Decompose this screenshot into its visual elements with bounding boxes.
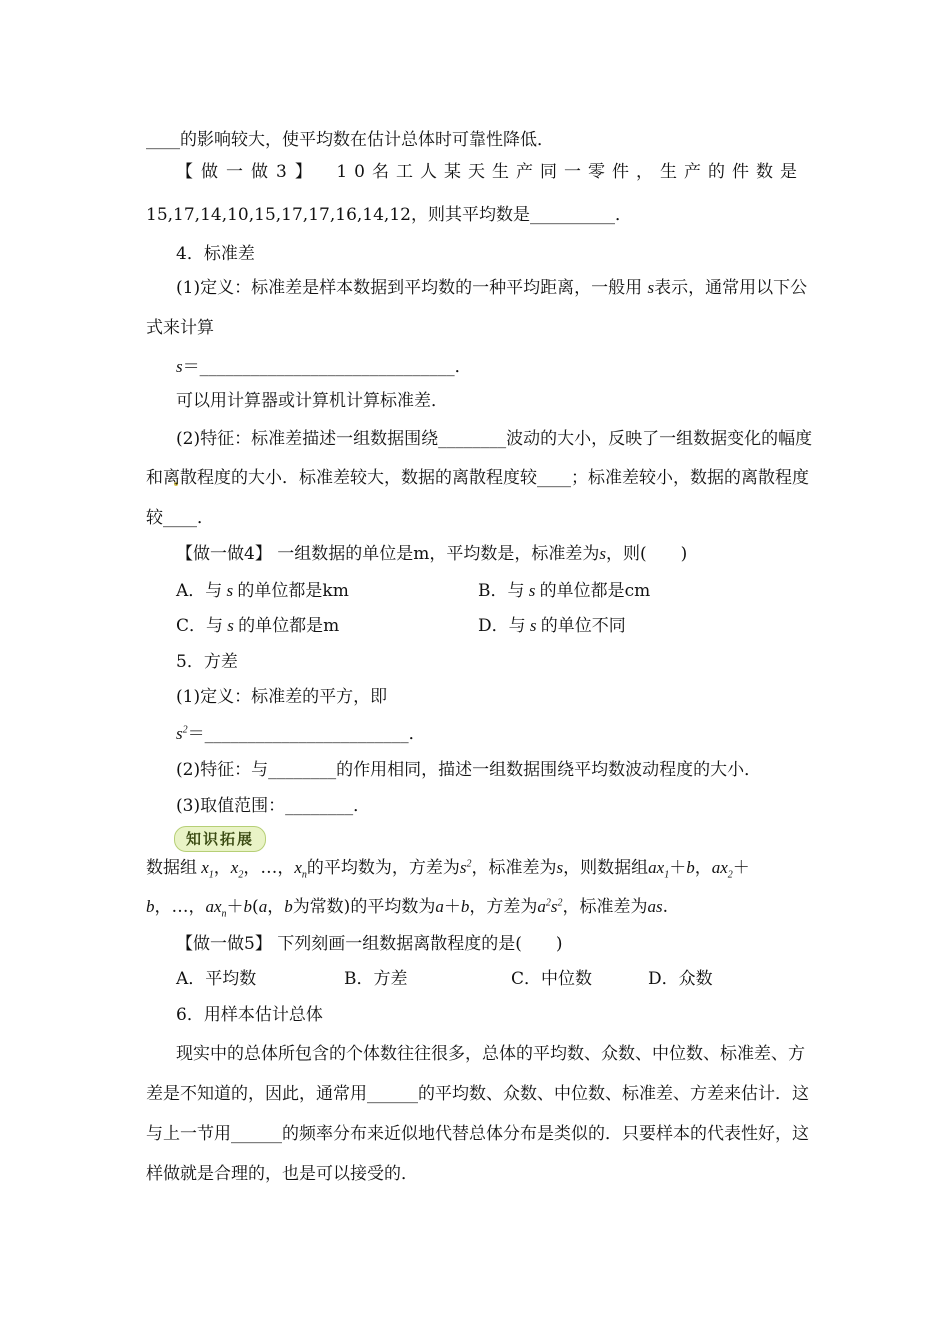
- exercise-5-line: 【做一做5】 下列刻画一组数据离散程度的是( ): [176, 934, 563, 954]
- text-line: b，…，$ax_n+b(a$，b为常数)的平均数为a＋b，方差为$a^2s^2$，标准差为as.: [146, 897, 668, 920]
- option-a: A．与 s 的单位都是km: [176, 581, 349, 601]
- section-heading: 4．标准差: [176, 244, 255, 264]
- knowledge-extension-badge: 知识拓展: [174, 826, 266, 852]
- option-d: D．与 s 的单位不同: [478, 616, 626, 636]
- text-line: (1)定义：标准差的平方，即: [176, 687, 388, 707]
- section-heading: 6．用样本估计总体: [176, 1005, 323, 1025]
- text-line: 数据组 $x_1$，$x_2$，…，$x_n$的平均数为，方差为$s^2$，标准差为s，则数据组$ax_1+b$，$ax_2+$: [146, 858, 750, 881]
- text-line: 和离散程度的大小．标准差较大，数据的离散程度较____；标准差较小，数据的离散程度: [146, 468, 809, 488]
- text-line: 现实中的总体所包含的个体数往往很多，总体的平均数、众数、中位数、标准差、方: [176, 1044, 805, 1064]
- exercise-3-line: [176, 161, 804, 183]
- text-line: (1)定义：标准差是样本数据到平均数的一种平均距离，一般用 s表示，通常用以下公: [176, 278, 808, 298]
- choice-d: D．众数: [648, 969, 713, 989]
- text-line: 差是不知道的，因此，通常用______的平均数、众数、中位数、标准差、方差来估计．这: [146, 1084, 809, 1104]
- choice-b: B．方差: [344, 969, 408, 989]
- text-line: 式来计算: [146, 318, 214, 338]
- text-line: 可以用计算器或计算机计算标准差．: [176, 391, 448, 411]
- choice-a: A．平均数: [176, 969, 257, 989]
- text-line: (2)特征：标准差描述一组数据围绕________波动的大小，反映了一组数据变化的幅度: [176, 429, 813, 449]
- text-line: 与上一节用______的频率分布来近似地代替总体分布是类似的．只要样本的代表性好，这: [146, 1124, 809, 1144]
- choice-c: C．中位数: [511, 969, 593, 989]
- exercise-4-line: 【做一做4】 一组数据的单位是m，平均数是，标准差为s，则( ): [176, 544, 688, 564]
- option-c: C．与 s 的单位都是m: [176, 616, 340, 636]
- text-line: (3)取值范围：________．: [176, 796, 371, 816]
- text-line: (2)特征：与________的作用相同，描述一组数据围绕平均数波动程度的大小．: [176, 760, 762, 780]
- formula-line: $s^2=\_\_\_\_\_\_\_\_\_\_\_\_\_\_\_\_\_\_\_\_\_\_\_\_$．: [176, 724, 426, 744]
- formula-line: s＝______________________________．: [176, 357, 472, 377]
- text-line: ____的影响较大，使平均数在估计总体时可靠性降低．: [146, 130, 554, 150]
- exercise-tag: 【做一做3】: [176, 162, 320, 182]
- text-line: 较____．: [146, 508, 214, 528]
- option-b: B．与 s 的单位都是cm: [478, 581, 651, 601]
- text-line: 样做就是合理的，也是可以接受的．: [146, 1164, 418, 1184]
- text-line: 15,17,14,10,15,17,17,16,14,12，则其平均数是__________．: [146, 205, 632, 225]
- section-heading: 5．方差: [176, 652, 238, 672]
- exercise-text: 10名工人某天生产同一零件，生产的件数是: [336, 162, 804, 182]
